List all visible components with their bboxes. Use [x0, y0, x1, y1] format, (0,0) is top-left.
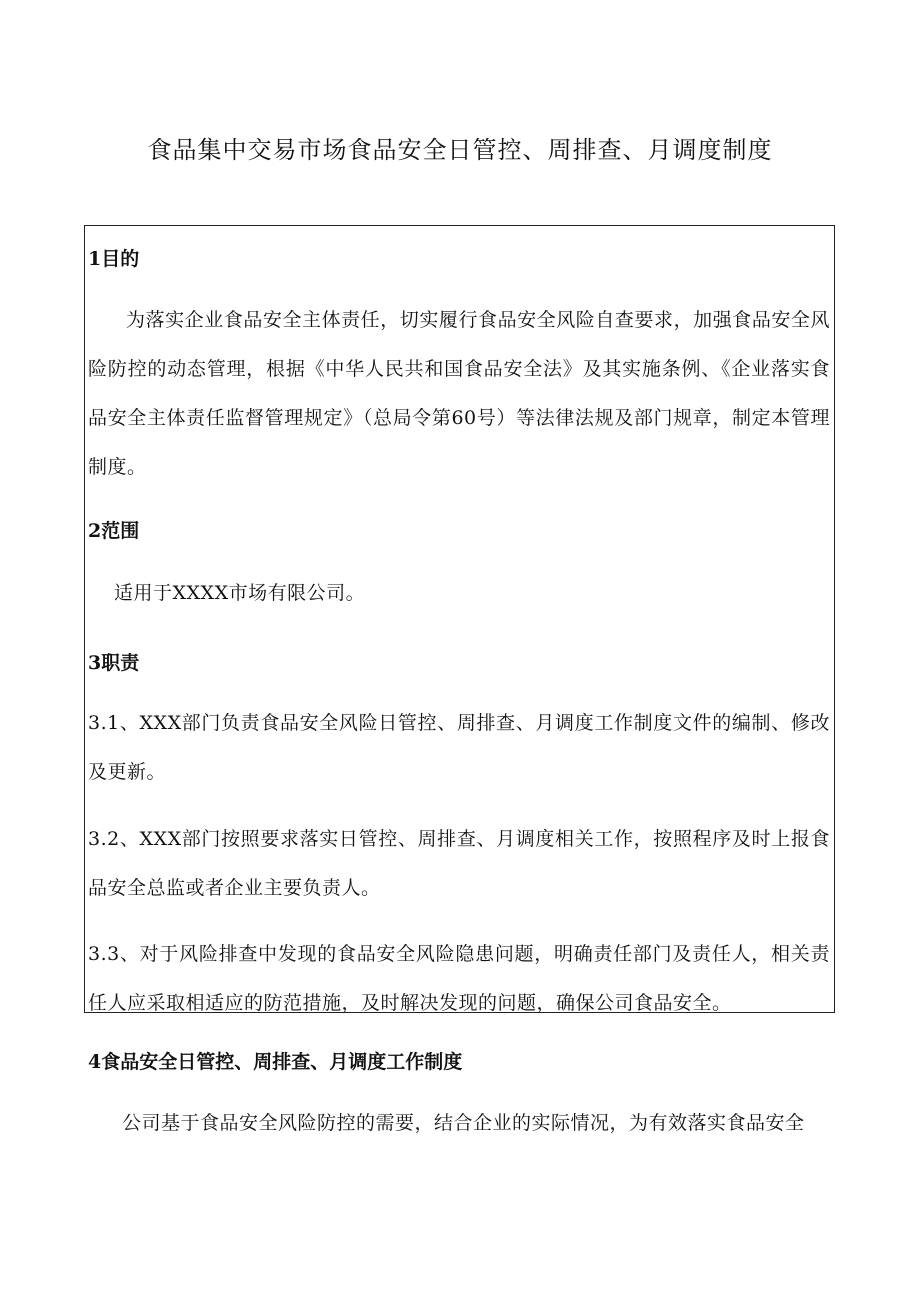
document-title: 食品集中交易市场食品安全日管控、周排查、月调度制度 [147, 136, 773, 164]
section-4-paragraph: 公司基于食品安全风险防控的需要，结合企业的实际情况，为有效落实食品安全 [122, 1112, 805, 1134]
section-2-paragraph: 适用于XXXX市场有限公司。 [114, 582, 366, 604]
section-3-item-1: 3.1、XXX部门负责食品安全风险日管控、周排查、月调度工作制度文件的编制、修改及更新。 [88, 712, 830, 783]
section-3-item-3: 3.3、对于风险排查中发现的食品安全风险隐患问题，明确责任部门及责任人，相关责任人应采取相适应的防范措施，及时解决发现的问题，确保公司食品安全。 [88, 943, 830, 1014]
section-4-heading: 4食品安全日管控、周排查、月调度工作制度 [88, 1051, 463, 1073]
section-1-heading: 1目的 [88, 248, 140, 270]
section-3-item-2: 3.2、XXX部门按照要求落实日管控、周排查、月调度相关工作，按照程序及时上报食品安全总监或者企业主要负责人。 [88, 828, 830, 899]
section-3-heading: 3职责 [88, 652, 140, 674]
section-1-paragraph: 为落实企业食品安全主体责任，切实履行食品安全风险自查要求，加强食品安全风险防控的动态管理，根据《中华人民共和国食品安全法》及其实施条例、《企业落实食品安全主体责任监督管理规定》（总局令第60号）等法律法规及部门规章，制定本管理制度。 [88, 309, 830, 478]
section-2-heading: 2范围 [88, 520, 140, 542]
